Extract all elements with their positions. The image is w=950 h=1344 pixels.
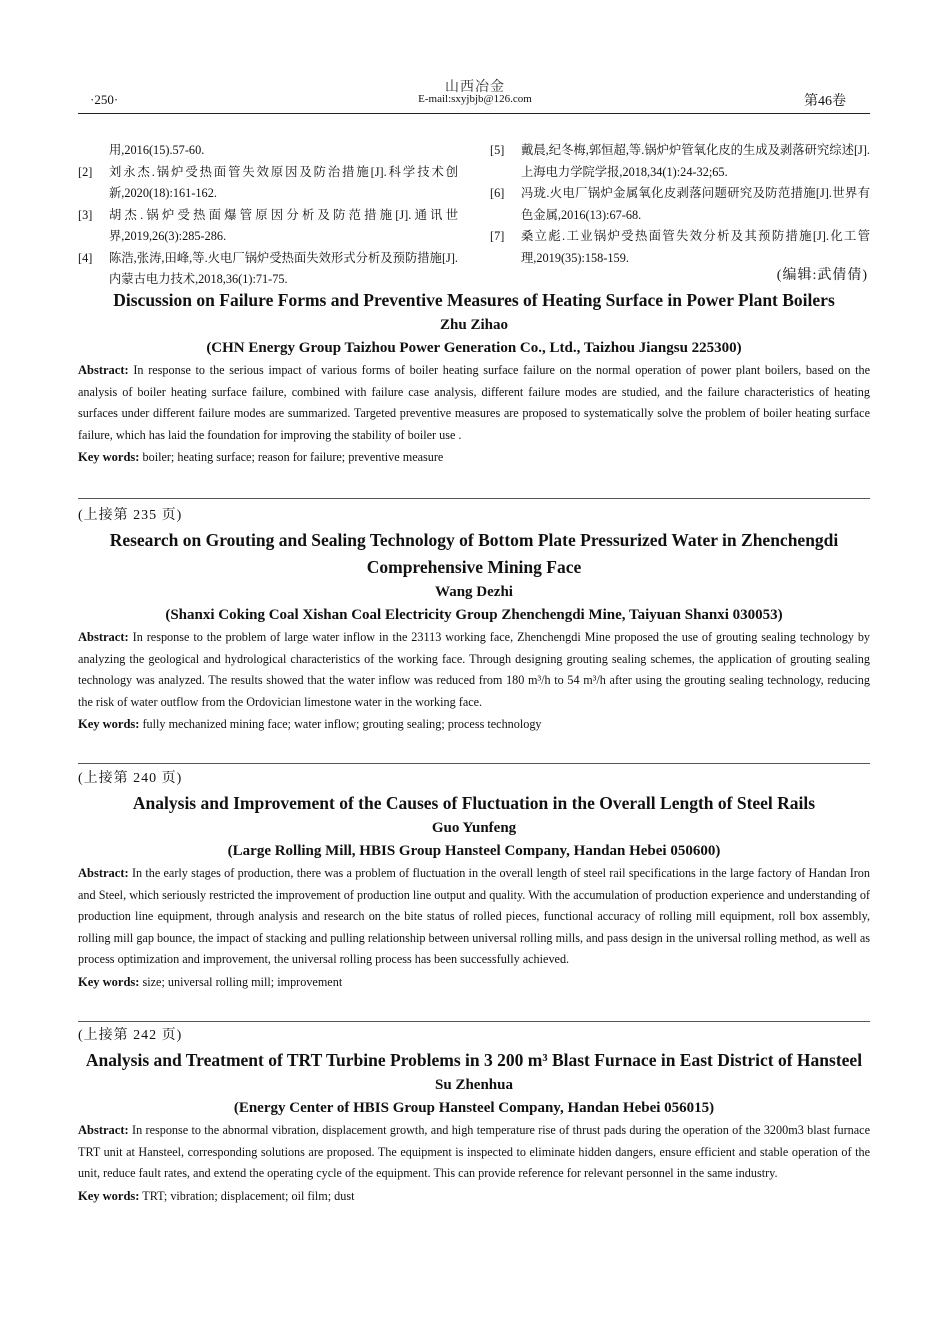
reference-text: 戴晨,纪冬梅,郭恒超,等.锅炉炉管氧化皮的生成及剥落研究综述[J].上海电力学院学报,2018,34(1):24-32;65. — [521, 143, 870, 179]
page-number: ·250· — [90, 92, 119, 107]
keywords-label: Key words: — [78, 450, 140, 465]
abstract-block-4 — [78, 1025, 870, 1207]
abstract-block-3 — [78, 768, 870, 993]
article-affiliation: (Large Rolling Mill, HBIS Group Hansteel Company, Handan Hebei 050600) — [227, 843, 721, 859]
block-separator — [78, 1021, 870, 1022]
article-author: Zhu Zihao — [440, 317, 508, 333]
reference-number: [6] — [490, 186, 505, 200]
keywords-line — [78, 446, 870, 468]
abstract-paragraph — [78, 360, 870, 446]
reference-item — [490, 140, 870, 183]
header-rule — [78, 113, 870, 114]
article-title: Analysis and Treatment of TRT Turbine Problems in 3 200 m³ Blast Furnace in East District of Hansteel — [85, 1050, 863, 1070]
abstract-paragraph — [78, 1120, 870, 1185]
journal-name: 山西冶金 — [445, 80, 505, 95]
abstract-label: Abstract: — [78, 630, 129, 644]
reference-text: 胡杰.锅炉受热面爆管原因分析及防范措施[J].通讯世界,2019,26(3):285-286. — [109, 207, 458, 243]
block-separator — [78, 498, 870, 499]
reference-number: [2] — [78, 164, 93, 179]
keywords-label: Key words: — [78, 974, 140, 989]
keywords-text: fully mechanized mining face; water inflow; grouting sealing; process technology — [142, 717, 542, 732]
article-author: Guo Yunfeng — [431, 820, 517, 836]
article-affiliation: (Energy Center of HBIS Group Hansteel Company, Handan Hebei 056015) — [233, 1100, 715, 1116]
reference-text: 桑立彪.工业锅炉受热面管失效分析及其预防措施[J].化工管理,2019(35):158-159. — [521, 229, 870, 265]
abstract-text: In response to the serious impact of various forms of boiler heating surface failure on the normal operation of power plant boilers, based on the analysis of boiler heating surface failure, combined with failure case analysis, different failure modes are studied, and the failure characteristics of heating surfaces under different failure modes are summarized. Targeted preventive measures are proposed to systematically solve the problem of boiler heating surface failure, which has laid the foundation for improving the stability of boiler use . — [78, 363, 871, 442]
abstract-paragraph — [78, 627, 870, 713]
keywords-text: boiler; heating surface; reason for failure; preventive measure — [142, 450, 444, 465]
journal-email: E-mail:sxyjbjb@126.com — [418, 93, 532, 105]
editor-note: (编辑:武倩倩) — [776, 268, 868, 283]
article-title: Research on Grouting and Sealing Technology of Bottom Plate Pressurized Water in Zhenchengdi Comprehensive Mining Face — [109, 530, 839, 577]
continued-from-note: (上接第 240 页) — [78, 771, 183, 786]
block-separator — [78, 763, 870, 764]
abstract-block-1 — [78, 287, 870, 468]
reference-number: [4] — [78, 250, 93, 265]
references-right-column — [490, 140, 870, 269]
keywords-line — [78, 1185, 870, 1207]
abstract-paragraph — [78, 863, 870, 971]
keywords-line — [78, 971, 870, 993]
abstract-label: Abstract: — [78, 1123, 129, 1137]
reference-text: 刘永杰.锅炉受热面管失效原因及防治措施[J].科学技术创新,2020(18):161-162. — [109, 164, 458, 200]
reference-item — [78, 205, 458, 248]
article-title: Discussion on Failure Forms and Preventive Measures of Heating Surface in Power Plant Boilers — [113, 290, 835, 310]
keywords-line — [78, 713, 870, 735]
keywords-label: Key words: — [78, 1188, 140, 1203]
article-affiliation: (Shanxi Coking Coal Xishan Coal Electricity Group Zhenchengdi Mine, Taiyuan Shanxi 030053) — [165, 607, 783, 623]
keywords-text: size; universal rolling mill; improvement — [142, 974, 343, 989]
keywords-label: Key words: — [78, 717, 140, 732]
abstract-label: Abstract: — [78, 866, 129, 880]
continued-from-note: (上接第 235 页) — [78, 508, 183, 523]
references-left-column — [78, 140, 458, 291]
article-author: Su Zhenhua — [435, 1077, 513, 1093]
abstract-text: In response to the problem of large water inflow in the 23113 working face, Zhenchengdi Mine proposed the use of grouting sealing technology by analyzing the geological and hydrological characteristics of the working face. Through designing grouting sealing schemes, the application of grouting sealing technology was analyzed. The results showed that the water inflow was reduced from 180 m³/h to 54 m³/h after using the grouting sealing technology, reducing the risk of water outflow from the Ordovician limestone water in the working face. — [78, 630, 871, 709]
abstract-label: Abstract: — [78, 363, 129, 377]
article-affiliation: (CHN Energy Group Taizhou Power Generation Co., Ltd., Taizhou Jiangsu 225300) — [206, 340, 742, 356]
reference-number: [7] — [490, 229, 505, 243]
keywords-text: TRT; vibration; displacement; oil film; dust — [142, 1188, 355, 1203]
reference-item — [78, 162, 458, 205]
volume-label: 第46卷 — [804, 94, 846, 109]
article-title: Analysis and Improvement of the Causes of Fluctuation in the Overall Length of Steel Rails — [132, 793, 816, 813]
reference-number: [3] — [78, 207, 93, 222]
reference-item — [78, 248, 458, 291]
reference-text: 冯珑.火电厂锅炉金属氧化皮剥落问题研究及防范措施[J].世界有色金属,2016(13):67-68. — [521, 186, 870, 222]
abstract-block-2 — [78, 505, 870, 735]
abstract-text: In the early stages of production, there was a problem of fluctuation in the overall length of steel rail specifications in the large factory of Handan Iron and Steel, which seriously restricted the improvement of production line output and quality. With the accumulation of production experience and understanding of production line equipment, through analysis and research on the bite status of rolled pieces, functional accuracy of rolling mill equipment, roll box assembly, rolling mill gap bounce, the impact of stacking and pulling relationship between universal rolling mills, and pass design in the universal rolling method, as well as process optimization and improvement, the universal rolling process has been successfully achieved. — [78, 866, 870, 967]
abstract-text: In response to the abnormal vibration, displacement growth, and high temperature rise of thrust pads during the operation of the 3200m3 blast furnace TRT unit at Hansteel, corresponding solutions are proposed. The equipment is inspected to eliminate hidden dangers, ensure efficient and stable operation of the unit, reduce fault rates, and extend the operating cycle of the equipment. This can provide reference for relevant personnel in the same industry. — [78, 1123, 871, 1181]
continued-from-note: (上接第 242 页) — [78, 1028, 183, 1043]
reference-item — [490, 183, 870, 226]
reference-continuation: 用,2016(15).57-60. — [109, 143, 205, 157]
reference-text: 陈浩,张涛,田峰,等.火电厂锅炉受热面失效形式分析及预防措施[J].内蒙古电力技术,2018,36(1):71-75. — [109, 250, 458, 286]
reference-item — [490, 226, 870, 269]
article-author: Wang Dezhi — [435, 584, 513, 600]
reference-number: [5] — [490, 143, 505, 157]
